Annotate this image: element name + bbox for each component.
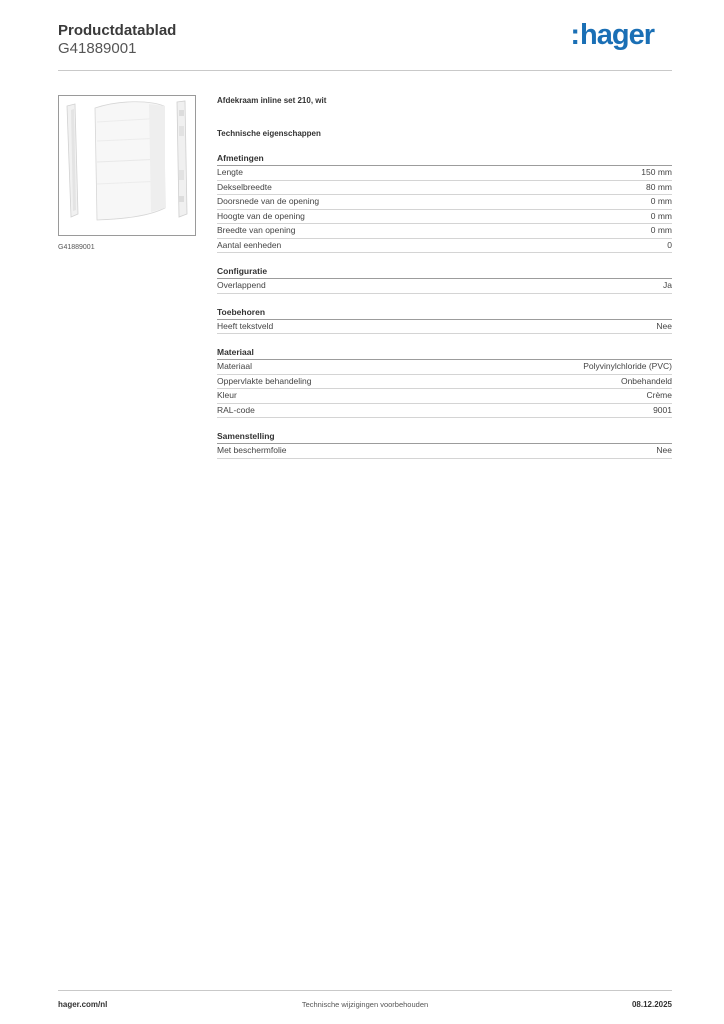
spec-row xyxy=(217,404,672,419)
logo-text: hager xyxy=(580,19,654,51)
footer-date: 08.12.2025 xyxy=(631,1000,672,1009)
document-title: Productdatablad xyxy=(58,22,177,39)
spec-row xyxy=(217,389,672,404)
spec-sections xyxy=(217,153,672,459)
footer-notice: Technische wijzigingen voorbehouden xyxy=(301,1000,429,1009)
spec-row xyxy=(217,360,672,375)
spec-value: 9001 xyxy=(653,404,672,415)
spec-row xyxy=(217,375,672,390)
technical-properties-title: Technische eigenschappen xyxy=(217,129,321,138)
spec-value: Crème xyxy=(646,390,672,400)
product-code: G41889001 xyxy=(58,40,137,57)
section-heading: Samenstelling xyxy=(217,431,672,444)
spec-row xyxy=(217,166,672,181)
spec-section xyxy=(217,431,672,459)
product-image xyxy=(58,95,196,236)
spec-row xyxy=(217,181,672,196)
cover-frame-illustration xyxy=(59,96,195,235)
spec-row xyxy=(217,210,672,225)
spec-value: 0 mm xyxy=(650,210,672,221)
spec-label: Doorsnede van de opening xyxy=(217,196,320,206)
section-heading: Toebehoren xyxy=(217,307,672,320)
spec-row xyxy=(217,444,672,459)
spec-label: Aantal eenheden xyxy=(217,239,282,250)
spec-section xyxy=(217,153,672,253)
spec-row xyxy=(217,239,672,254)
spec-value: Polyvinylchloride (PVC) xyxy=(583,361,672,371)
spec-value: Nee xyxy=(656,445,672,455)
spec-section xyxy=(217,347,672,418)
spec-value: 150 mm xyxy=(641,167,672,177)
spec-value: 0 mm xyxy=(650,225,672,235)
spec-label: Oppervlakte behandeling xyxy=(217,375,312,386)
spec-value: 0 mm xyxy=(650,196,672,206)
spec-row xyxy=(217,320,672,335)
page-footer xyxy=(58,990,672,1015)
spec-section xyxy=(217,307,672,335)
spec-row xyxy=(217,195,672,210)
spec-label: Met beschermfolie xyxy=(217,445,287,455)
spec-value: 80 mm xyxy=(646,181,672,192)
spec-row xyxy=(217,224,672,239)
spec-label: Lengte xyxy=(217,167,243,177)
footer-website: hager.com/nl xyxy=(58,1000,108,1009)
image-caption: G41889001 xyxy=(58,244,95,251)
spec-value: Onbehandeld xyxy=(620,375,672,386)
spec-value: 0 xyxy=(667,239,672,250)
spec-label: Kleur xyxy=(217,390,237,400)
spec-row xyxy=(217,279,672,294)
spec-value: Ja xyxy=(663,280,672,290)
spec-label: Overlappend xyxy=(217,280,266,290)
section-heading: Configuratie xyxy=(217,266,672,279)
spec-label: Dekselbreedte xyxy=(217,181,272,192)
spec-label: Hoogte van de opening xyxy=(217,210,305,221)
section-heading: Afmetingen xyxy=(217,153,672,166)
spec-label: RAL-code xyxy=(217,404,255,415)
page-header xyxy=(58,20,672,71)
spec-sheet xyxy=(217,96,672,459)
spec-label: Breedte van opening xyxy=(217,225,296,235)
spec-section xyxy=(217,266,672,294)
section-heading: Materiaal xyxy=(217,347,672,360)
product-title: Afdekraam inline set 210, wit xyxy=(217,96,327,105)
spec-label: Materiaal xyxy=(217,361,252,371)
hager-logo: :hager xyxy=(570,19,654,51)
spec-label: Heeft tekstveld xyxy=(217,320,274,331)
spec-value: Nee xyxy=(656,320,672,331)
